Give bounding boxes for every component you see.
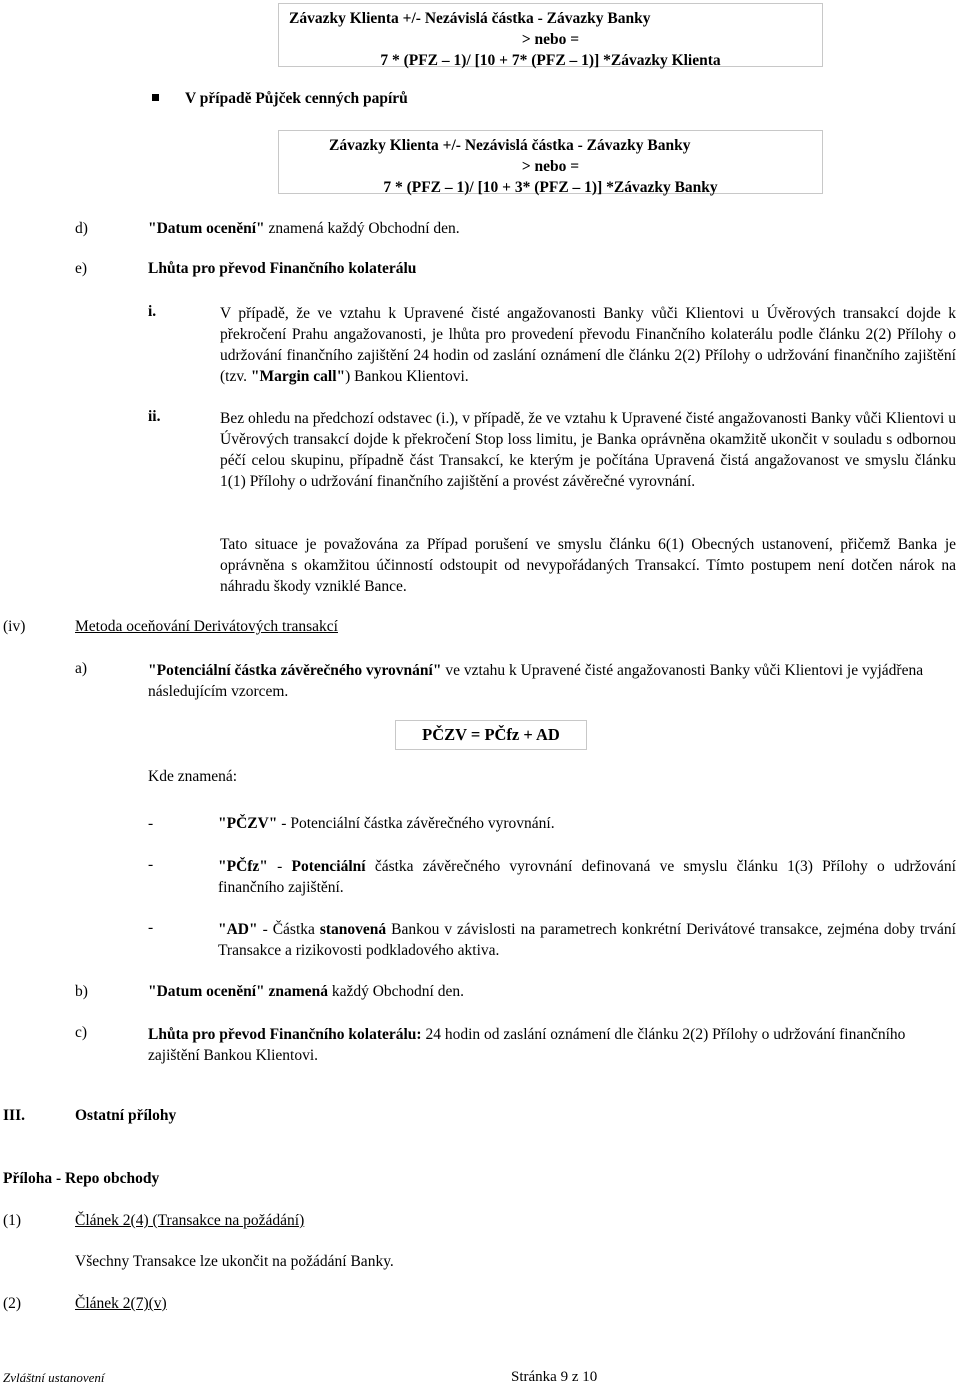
dash: - — [148, 815, 154, 832]
footer-page-number: Stránka 9 z 10 — [511, 1369, 598, 1385]
paragraph-text: V případě, že ve vztahu k Upravené čisté angažovanosti Banky vůči Klientovi u Úvěrových transakcí dojde k překročení Prahu angažovanosti, je lhůta pro provedení převodu Finančního kolaterálu podle článku 2(2) Přílohy o udržování finančního zajištění 24 hodin od zaslání oznámení dle článku 2(2) Přílohy o udržování finančního zajištění (tzv. — [220, 305, 956, 385]
definition-text: částka závěrečného vyrovnání definovaná ve smyslu článku 1(3) Přílohy o udržování finančního zajištění. — [218, 858, 956, 896]
situation-paragraph: Tato situace je považována za Případ porušení ve smyslu článku 6(1) Obecných ustanovení, přičemž Banka je oprávněna s okamžitou účinností odstoupit od nevypořádaných Transakcí. Tímto postupem není dotčen nárok na náhradu škody vzniklé Bance. — [220, 536, 956, 595]
article-2-label: (2) — [3, 1295, 22, 1312]
defined-term: "Datum ocenění" znamená — [148, 983, 328, 1000]
sub-i-paragraph — [220, 303, 956, 387]
item-label: d) — [75, 220, 88, 237]
defined-term: "PČfz" — [218, 858, 268, 875]
formula-line: > nebo = — [521, 31, 580, 48]
where-label: Kde znamená: — [148, 768, 238, 785]
formula-box-loans — [278, 130, 823, 194]
sub-ii-label: ii. — [148, 408, 161, 425]
formula-line: 7 * (PFZ – 1)/ [10 + 3* (PFZ – 1)] *Závazky Banky — [383, 179, 718, 196]
article-1-text: Všechny Transakce lze ukončit na požádání Banky. — [75, 1253, 394, 1270]
definition-text: - Potenciální částka závěrečného vyrovnání. — [277, 815, 555, 832]
item-d — [75, 220, 88, 238]
item-c-label: c) — [75, 1024, 88, 1041]
item-d-text — [148, 220, 460, 238]
definition-text: - — [267, 858, 292, 875]
section-III-title: Ostatní přílohy — [75, 1107, 177, 1124]
defined-term: Potenciální — [291, 858, 366, 875]
article-1-label: (1) — [3, 1212, 22, 1229]
dash: - — [148, 919, 154, 936]
paragraph-text: ) Bankou Klientovi. — [345, 368, 469, 385]
formula-line: 7 * (PFZ – 1)/ [10 + 7* (PFZ – 1)] *Závazky Klienta — [380, 52, 721, 69]
bullet-text: V případě Půjček cenných papírů — [185, 90, 408, 107]
item-e-title: Lhůta pro převod Finančního kolaterálu — [148, 260, 417, 277]
item-text: každý Obchodní den. — [327, 983, 464, 1000]
definition-ad — [218, 919, 956, 961]
article-1-title: Článek 2(4) (Transakce na požádání) — [75, 1212, 305, 1229]
bullet-icon — [152, 94, 159, 101]
formula-line: Závazky Klienta +/- Nezávislá částka - Závazky Banky — [329, 137, 691, 154]
item-label: e) — [75, 260, 88, 277]
footer-left: Zvláštní ustanovení — [3, 1370, 105, 1385]
paragraph-text: ve vztahu k Upravené čisté angažovanosti Banky vůči Klientovi je vyjádřena následujícím vzorcem. — [148, 662, 924, 700]
formula-box-clients — [278, 3, 823, 67]
defined-term: "Potenciální částka závěrečného vyrovnání" — [148, 662, 442, 679]
paragraph-text: 24 hodin od zaslání oznámení dle článku 2(2) Přílohy o udržování finančního zajištění Bankou Klientovi. — [148, 1026, 906, 1064]
article-2-title: Článek 2(7)(v) — [75, 1295, 167, 1312]
section-iv-label: (iv) — [3, 618, 26, 635]
defined-term: "Margin call" — [250, 368, 346, 385]
appendix-title: Příloha - Repo obchody — [3, 1170, 160, 1187]
section-iv-title: Metoda oceňování Derivátových transakcí — [75, 618, 338, 635]
sub-i-label: i. — [148, 303, 157, 320]
definition-text: - Částka — [257, 921, 320, 938]
item-c-paragraph — [148, 1024, 956, 1066]
formula-line: Závazky Klienta +/- Nezávislá částka - Závazky Banky — [289, 10, 651, 27]
defined-term: Lhůta pro převod Finančního kolaterálu: — [148, 1026, 422, 1043]
bullet-item-loans — [152, 90, 408, 108]
item-text: znamená každý Obchodní den. — [264, 220, 460, 237]
item-e — [75, 260, 87, 278]
defined-term: "AD" — [218, 921, 258, 938]
definition-pczv — [218, 815, 555, 833]
defined-term: "PČZV" — [218, 815, 278, 832]
item-a-paragraph — [148, 660, 956, 702]
defined-term: "Datum ocenění" — [148, 220, 265, 237]
defined-term: stanovená — [319, 921, 387, 938]
section-III-label: III. — [3, 1107, 25, 1124]
item-b-text — [148, 983, 464, 1001]
dash: - — [148, 856, 154, 873]
definition-pcfz — [218, 856, 956, 898]
formula-pczv: PČZV = PČfz + AD — [395, 720, 587, 750]
sub-ii-paragraph: Bez ohledu na předchozí odstavec (i.), v případě, že ve vztahu k Upravené čisté angažovanosti Banky vůči Klientovi u Úvěrových transakcí dojde k překročení Stop loss limitu, je Banka oprávněna okamžitě ukončit v souladu s odbornou péčí celou skupinu, případně část Transakcí, ke kterým je počítána Upravená čistá angažovanost ve smyslu článku 1(1) Přílohy o udržování finančního zajištění a provést závěrečné vyrovnání. — [220, 410, 956, 490]
definition-text: Bankou v závislosti na parametrech konkrétní Derivátové transakce, zejména doby trvání Transakce a rizikovosti podkladového aktiva. — [218, 921, 956, 959]
item-b-label: b) — [75, 983, 88, 1000]
formula-line: > nebo = — [521, 158, 580, 175]
item-a-label: a) — [75, 660, 88, 677]
